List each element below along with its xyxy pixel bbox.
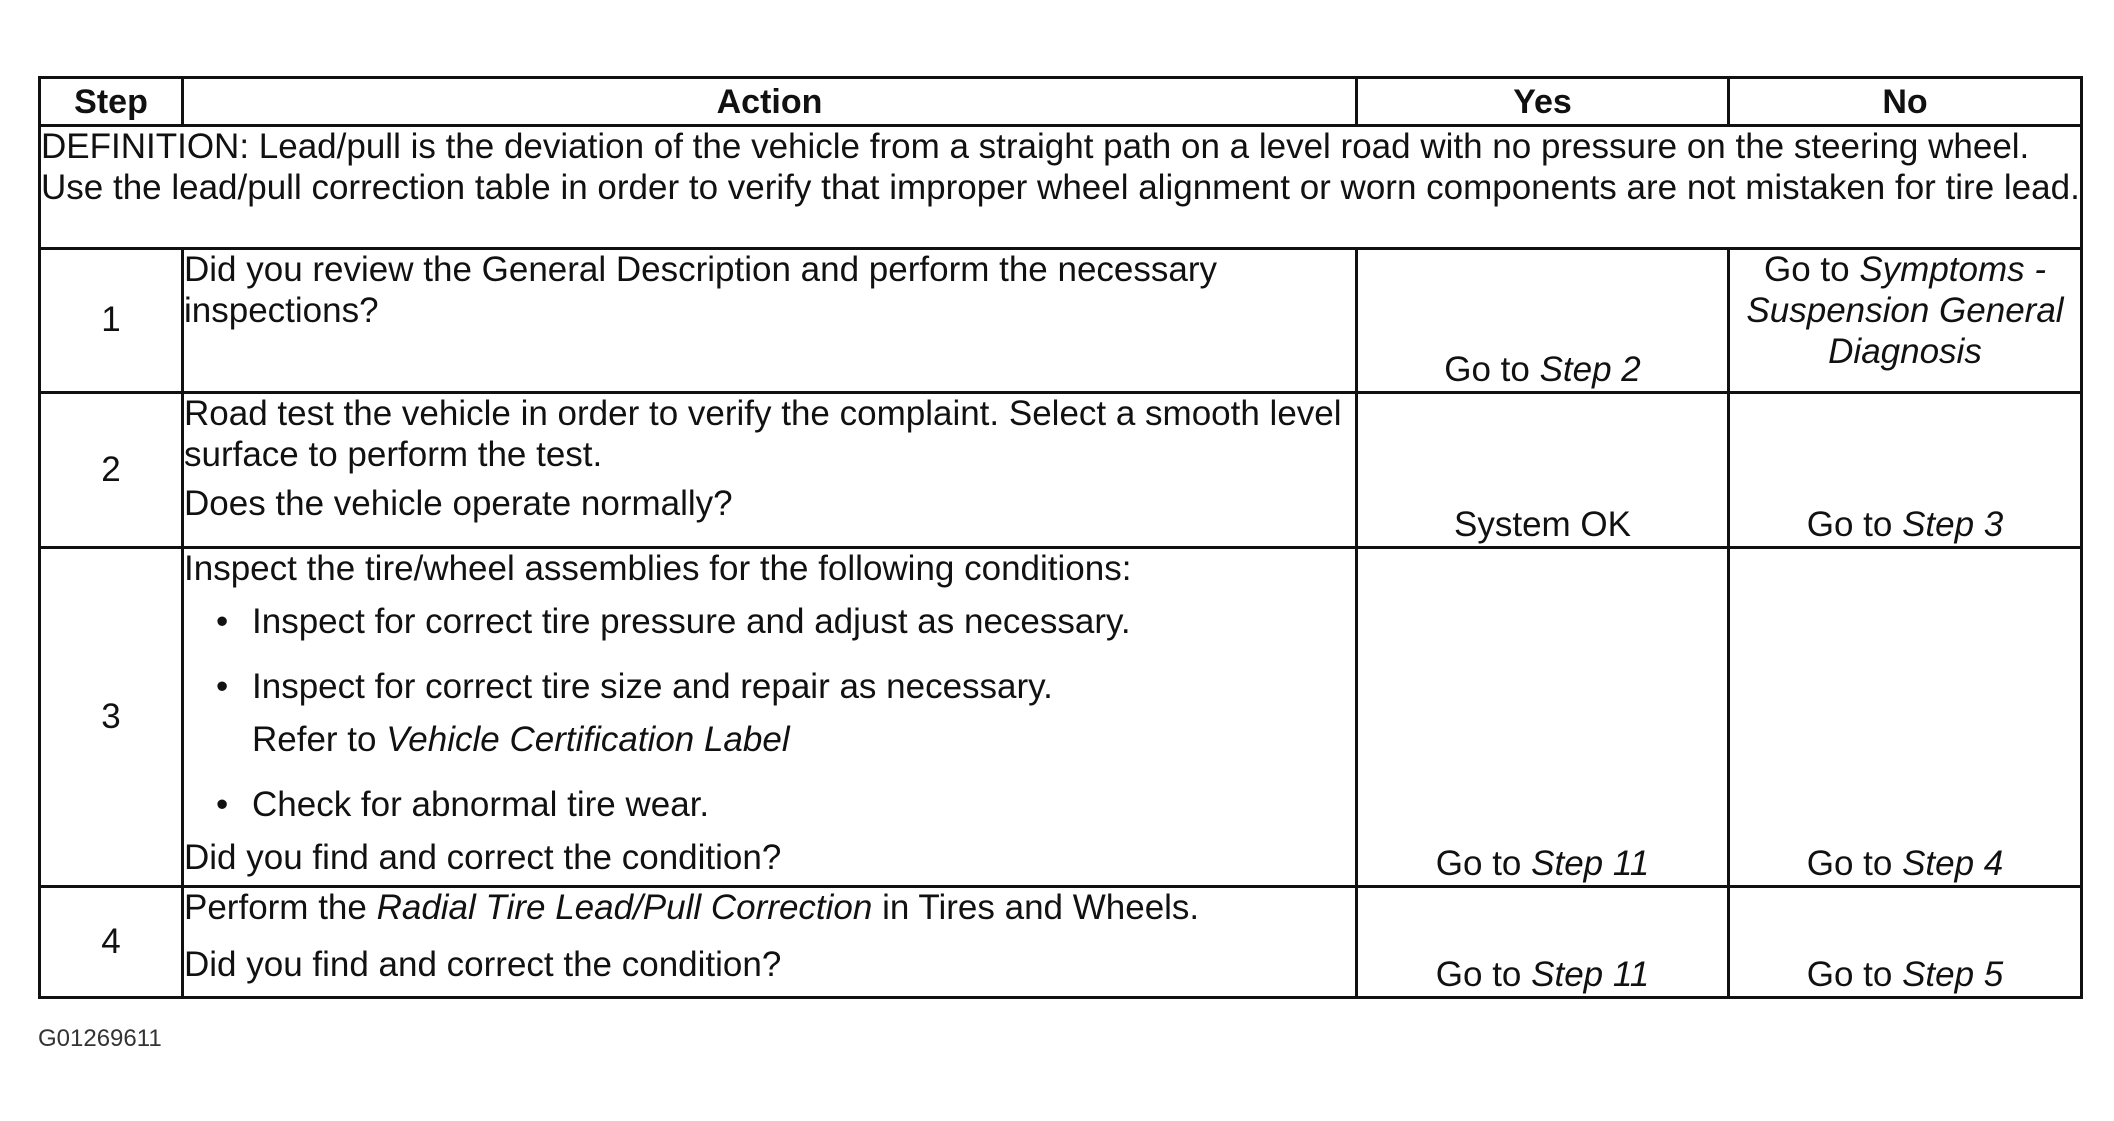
action-question: Does the vehicle operate normally?	[184, 483, 733, 523]
yes-prefix: Go to	[1435, 955, 1532, 995]
step-number: 3	[40, 548, 183, 887]
no-step-link[interactable]: Step 3	[1902, 505, 2004, 545]
yes-prefix: Go to	[1435, 844, 1532, 884]
action-text: Road test the vehicle in order to verify the complaint. Select a smooth level surface to perform the test.	[184, 394, 1342, 474]
no-step-link[interactable]: Step 4	[1902, 844, 2004, 884]
no-cell	[1729, 249, 2082, 393]
no-prefix: Go to	[1806, 955, 1903, 995]
table-row	[40, 249, 2082, 393]
no-cell	[1729, 887, 2082, 998]
diagnostic-table-sheet	[38, 76, 2083, 999]
refer-to-note: Refer to Vehicle Certification Label	[252, 719, 790, 759]
header-action: Action	[183, 78, 1357, 126]
table-row	[40, 393, 2082, 548]
no-prefix: Go to	[1806, 505, 1903, 545]
yes-step-link[interactable]: Step 11	[1531, 955, 1650, 995]
step-number: 2	[40, 393, 183, 548]
header-no: No	[1729, 78, 2082, 126]
action-cell	[183, 249, 1357, 393]
radial-tire-correction-link[interactable]: Radial Tire Lead/Pull Correction	[376, 888, 873, 927]
action-question: Did you find and correct the condition?	[184, 944, 782, 984]
figure-id: G01269611	[38, 1025, 162, 1052]
action-cell	[183, 548, 1357, 887]
yes-step-link[interactable]: Step 11	[1531, 844, 1650, 884]
yes-cell	[1357, 393, 1729, 548]
header-step: Step	[40, 78, 183, 126]
action-text: Did you review the General Description and perform the necessary inspections?	[184, 250, 1217, 330]
no-prefix: Go to	[1806, 844, 1903, 884]
yes-cell	[1357, 548, 1729, 887]
no-cell	[1729, 393, 2082, 548]
no-prefix: Go to	[1763, 250, 1860, 289]
table-row	[40, 548, 2082, 887]
header-row	[40, 78, 2082, 126]
yes-step-link[interactable]: Step 2	[1539, 350, 1641, 390]
step-number: 4	[40, 887, 183, 998]
action-cell	[183, 887, 1357, 998]
yes-cell	[1357, 887, 1729, 998]
no-symptoms-link[interactable]: Symptoms - Suspension General Diagnosis	[1746, 250, 2064, 371]
definition-row	[40, 126, 2082, 249]
list-item: • Inspect for correct tire size and repair as necessary. Refer to Vehicle Certification Label	[216, 667, 1355, 761]
lead-pull-diagnostic-table	[38, 76, 2083, 999]
yes-text: System OK	[1454, 505, 1631, 545]
action-text: Perform the Radial Tire Lead/Pull Correction in Tires and Wheels.	[184, 888, 1200, 927]
header-yes: Yes	[1357, 78, 1729, 126]
action-cell	[183, 393, 1357, 548]
yes-prefix: Go to	[1444, 350, 1540, 390]
no-cell	[1729, 548, 2082, 887]
vehicle-certification-label-link[interactable]: Vehicle Certification Label	[386, 719, 790, 759]
definition-text: DEFINITION: Lead/pull is the deviation of the vehicle from a straight path on a level road with no pressure on the steering wheel. Use the lead/pull correction table in order to verify that improper wheel alignment or worn components are not mistaken for tire lead.	[40, 126, 2082, 249]
yes-cell	[1357, 249, 1729, 393]
action-question: Did you find and correct the condition?	[184, 837, 782, 877]
table-row	[40, 887, 2082, 998]
list-item: • Inspect for correct tire pressure and adjust as necessary.	[216, 602, 1355, 643]
condition-list	[184, 602, 1355, 826]
action-text: Inspect the tire/wheel assemblies for the following conditions:	[184, 549, 1132, 588]
step-number: 1	[40, 249, 183, 393]
no-step-link[interactable]: Step 5	[1902, 955, 2004, 995]
list-item: • Check for abnormal tire wear.	[216, 785, 1355, 826]
